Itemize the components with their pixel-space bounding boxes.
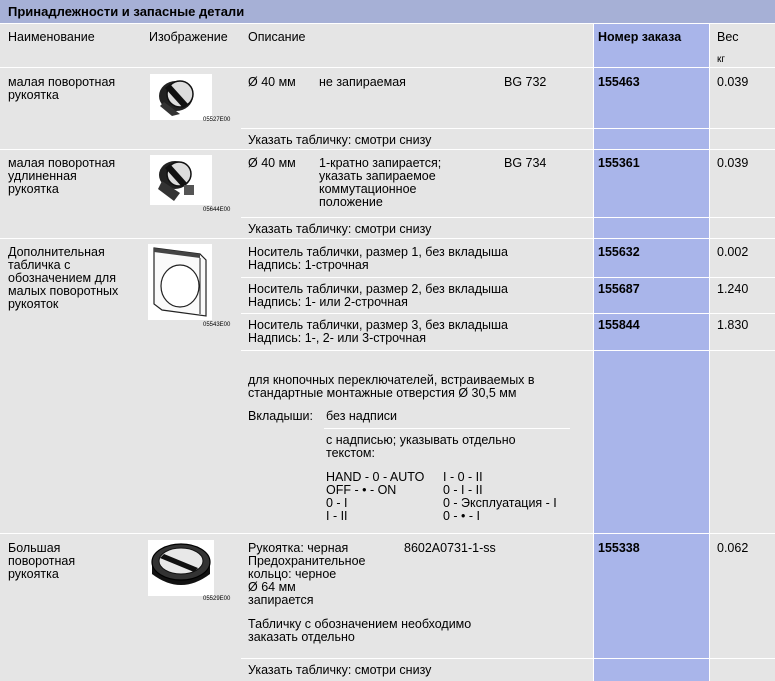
plates-name-line5: рукояток bbox=[8, 297, 59, 311]
row2-diameter: Ø 40 мм bbox=[248, 156, 296, 170]
plates-name-line1: Дополнительная bbox=[8, 245, 105, 259]
plate1-order: 155632 bbox=[598, 245, 640, 259]
header-order-number: Номер заказа bbox=[598, 30, 682, 44]
plate3-line2: Надпись: 1-, 2- или 3-строчная bbox=[248, 331, 426, 345]
plate1-line1: Носитель таблички, размер 1, без вкладыша bbox=[248, 245, 508, 259]
label-option: I - II bbox=[326, 509, 348, 523]
header-image: Изображение bbox=[149, 30, 228, 44]
row1-image-code: 05527E00 bbox=[203, 117, 231, 123]
row2-image-code: 05644E00 bbox=[203, 207, 231, 213]
label-option: 0 - Эксплуатация - I bbox=[443, 496, 557, 510]
plates-image-code: 05543E00 bbox=[203, 322, 231, 328]
plate2-weight: 1.240 bbox=[717, 282, 749, 296]
inserts-label: Вкладыши: bbox=[248, 409, 313, 423]
inserts-with-inscription-line1: с надписью; указывать отдельно bbox=[326, 433, 516, 447]
plates-name-line2: табличка с bbox=[8, 258, 71, 272]
table-title: Принадлежности и запасные детали bbox=[0, 0, 775, 23]
row2-lock-line4: положение bbox=[319, 195, 383, 209]
large-desc-line2: Предохранительное bbox=[248, 554, 366, 568]
header-name: Наименование bbox=[8, 30, 95, 44]
row1-note: Указать табличку: смотри снизу bbox=[248, 133, 432, 147]
plate3-order: 155844 bbox=[598, 318, 640, 332]
row1-lock: не запираемая bbox=[319, 75, 406, 89]
large-name-line2: поворотная bbox=[8, 554, 76, 568]
label-plate-image bbox=[148, 244, 212, 320]
label-option: OFF - • - ON bbox=[326, 483, 397, 497]
row2-lock-line1: 1-кратно запирается; bbox=[319, 156, 442, 170]
row1-name-line2: рукоятка bbox=[8, 88, 59, 102]
row2-name-line1: малая поворотная bbox=[8, 156, 116, 170]
plates-info-line2: стандартные монтажные отверстия Ø 30,5 мм bbox=[248, 386, 517, 400]
large-note: Указать табличку: смотри снизу bbox=[248, 663, 432, 677]
large-plate-note-line2: заказать отдельно bbox=[248, 630, 355, 644]
plates-name-line4: малых поворотных bbox=[8, 284, 119, 298]
plate2-line2: Надпись: 1- или 2-строчная bbox=[248, 295, 408, 309]
row1-weight: 0.039 bbox=[717, 75, 749, 89]
label-option: HAND - 0 - AUTO bbox=[326, 470, 425, 484]
large-desc-line1: Рукоятка: черная bbox=[248, 541, 349, 555]
row1-order: 155463 bbox=[598, 75, 640, 89]
header-weight: Вес bbox=[717, 30, 739, 44]
row2-note: Указать табличку: смотри снизу bbox=[248, 222, 432, 236]
row2-weight: 0.039 bbox=[717, 156, 749, 170]
large-plate-note-line1: Табличку с обозначением необходимо bbox=[248, 617, 472, 631]
label-option: 0 - I bbox=[326, 496, 348, 510]
large-weight: 0.062 bbox=[717, 541, 749, 555]
row2-order: 155361 bbox=[598, 156, 640, 170]
plate3-weight: 1.830 bbox=[717, 318, 749, 332]
row2-name-line2: удлиненная bbox=[8, 169, 77, 183]
order-column bbox=[593, 24, 709, 681]
plates-info-line1: для кнопочных переключателей, встраиваемых в bbox=[248, 373, 535, 387]
label-option: 0 - • - I bbox=[443, 509, 481, 523]
small-handle-image bbox=[150, 74, 212, 120]
large-desc-line3: кольцо: черное bbox=[248, 567, 337, 581]
inserts-no-inscription: без надписи bbox=[326, 409, 398, 423]
large-image-code: 05529E00 bbox=[203, 596, 231, 602]
plate3-line1: Носитель таблички, размер 3, без вкладыша bbox=[248, 318, 508, 332]
label-option: I - 0 - II bbox=[443, 470, 483, 484]
plate1-weight: 0.002 bbox=[717, 245, 749, 259]
row1-diameter: Ø 40 мм bbox=[248, 75, 296, 89]
plate1-line2: Надпись: 1-строчная bbox=[248, 258, 369, 272]
large-handle-image bbox=[148, 540, 214, 596]
row1-type: BG 732 bbox=[504, 75, 547, 89]
row2-lock-line2: указать запираемое bbox=[319, 169, 436, 183]
large-desc-line4: Ø 64 мм bbox=[248, 580, 296, 594]
row2-type: BG 734 bbox=[504, 156, 547, 170]
row2-name-line3: рукоятка bbox=[8, 182, 59, 196]
large-type: 8602A0731-1-ss bbox=[404, 541, 496, 555]
large-order: 155338 bbox=[598, 541, 640, 555]
large-name-line3: рукоятка bbox=[8, 567, 59, 581]
header-unit: кг bbox=[717, 54, 726, 65]
plate2-line1: Носитель таблички, размер 2, без вкладыша bbox=[248, 282, 508, 296]
large-desc-line5: запирается bbox=[248, 593, 314, 607]
label-option: 0 - I - II bbox=[443, 483, 483, 497]
header-description: Описание bbox=[248, 30, 306, 44]
inserts-with-inscription-line2: текстом: bbox=[326, 446, 375, 460]
plate2-order: 155687 bbox=[598, 282, 640, 296]
large-name-line1: Большая bbox=[8, 541, 61, 555]
extended-handle-image bbox=[150, 155, 212, 205]
row2-lock-line3: коммутационное bbox=[319, 182, 417, 196]
plates-name-line3: обозначением для bbox=[8, 271, 116, 285]
row1-name-line1: малая поворотная bbox=[8, 75, 116, 89]
